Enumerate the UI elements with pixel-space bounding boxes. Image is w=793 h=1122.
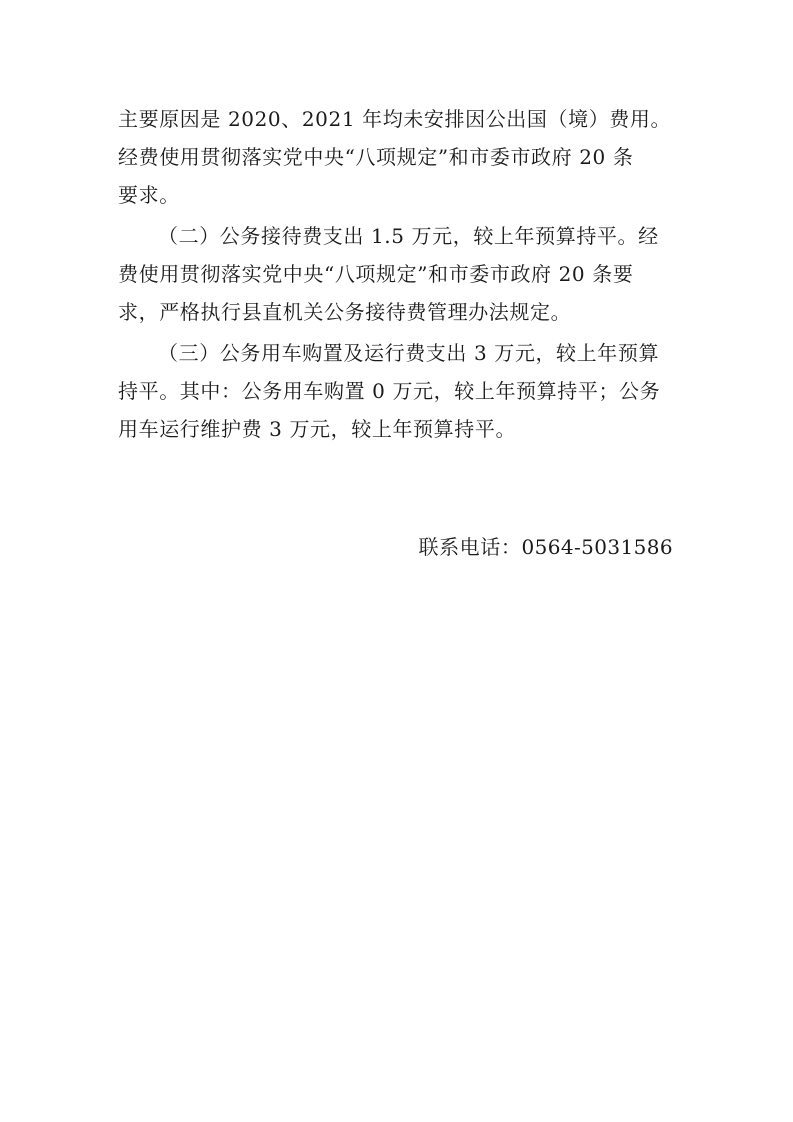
paragraph-line: 求，严格执行县直机关公务接待费管理办法规定。 bbox=[118, 300, 572, 324]
contact-phone bbox=[418, 528, 673, 566]
paragraph-line: 要求。 bbox=[118, 183, 180, 207]
paragraph-line: 用车运行维护费 3 万元，较上年预算持平。 bbox=[118, 417, 517, 441]
paragraph-line: 经费使用贯彻落实党中央“八项规定”和市委市政府 20 条 bbox=[118, 145, 634, 169]
paragraph-vehicle-expense bbox=[118, 334, 678, 448]
paragraph-line: 持平。其中：公务用车购置 0 万元，较上年预算持平；公务 bbox=[118, 379, 661, 403]
paragraph-expense-reason bbox=[118, 100, 678, 214]
contact-label: 联系电话： bbox=[418, 535, 522, 559]
paragraph-line: 费使用贯彻落实党中央“八项规定”和市委市政府 20 条要 bbox=[118, 262, 634, 286]
paragraph-line: （三）公务用车购置及运行费支出 3 万元，较上年预算 bbox=[158, 341, 660, 365]
contact-phone-number: 0564-5031586 bbox=[521, 535, 673, 559]
paragraph-line: （二）公务接待费支出 1.5 万元，较上年预算持平。经 bbox=[158, 224, 659, 248]
paragraph-reception-expense bbox=[118, 217, 678, 331]
paragraph-line: 主要原因是 2020、2021 年均未安排因公出国（境）费用。 bbox=[118, 107, 672, 131]
